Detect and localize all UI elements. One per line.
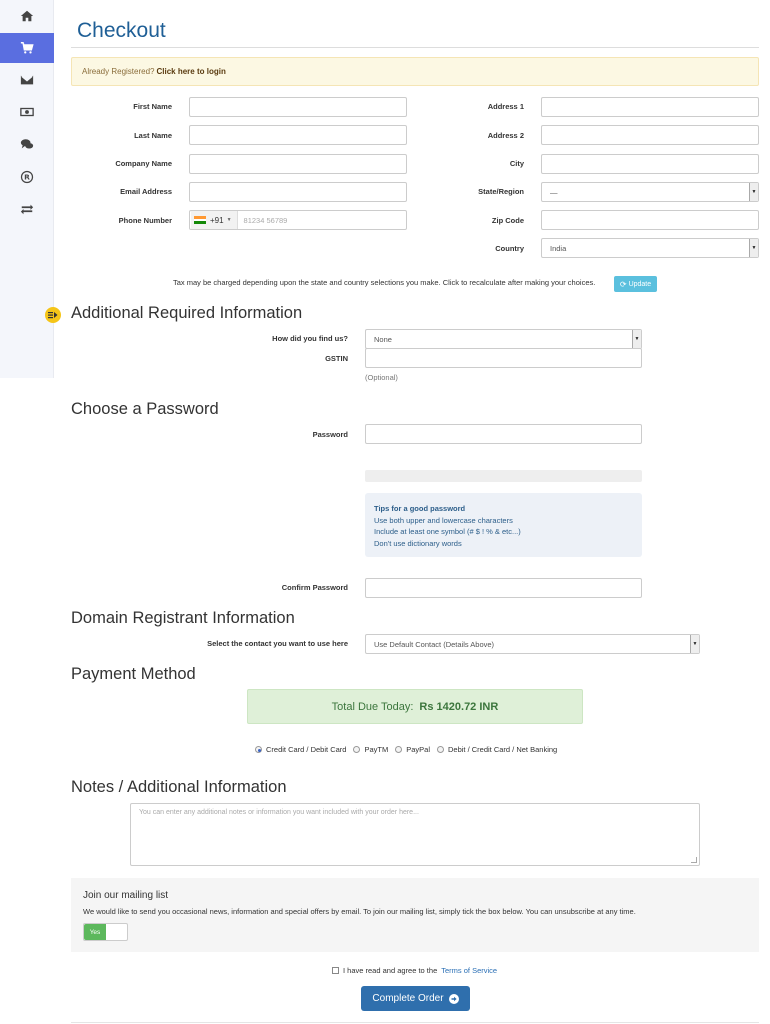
email-input[interactable] — [189, 182, 407, 202]
money-icon — [20, 105, 34, 119]
sidebar-item-transfer[interactable] — [0, 194, 54, 224]
tos-checkbox[interactable] — [332, 967, 339, 974]
mailing-text: We would like to send you occasional news, information and special offers by email. To join our mailing list, simply tick the box below. You can unsubscribe at any time. — [83, 907, 636, 916]
state-select[interactable] — [541, 182, 759, 202]
how-found-value: None — [374, 334, 392, 344]
password-tip: Use both upper and lowercase characters — [374, 515, 513, 525]
dropdown-arrow-icon: ▼ — [690, 635, 699, 653]
registered-icon — [20, 170, 34, 184]
tax-note: Tax may be charged depending upon the state and country selections you make. Click to recalculate after making your choices. — [173, 278, 596, 287]
contact-select[interactable] — [365, 634, 700, 654]
payment-option-label: Debit / Credit Card / Net Banking — [447, 745, 558, 754]
gstin-label: GSTIN — [325, 354, 348, 363]
contact-value: Use Default Contact (Details Above) — [374, 639, 495, 649]
phone-input[interactable] — [189, 210, 407, 230]
last-name-input[interactable] — [189, 125, 407, 145]
company-name-input[interactable] — [189, 154, 407, 174]
sidebar-item-support[interactable] — [0, 129, 54, 159]
svg-text:R: R — [24, 172, 30, 182]
payment-option-card[interactable] — [255, 745, 346, 754]
sidebar-item-cart[interactable] — [0, 33, 54, 63]
exchange-icon — [20, 202, 34, 216]
zip-label: Zip Code — [491, 216, 524, 225]
info-badge-icon[interactable] — [45, 307, 61, 323]
country-code: +91 — [210, 215, 224, 225]
password-tip: Include at least one symbol (# $ ! % & etc...) — [374, 527, 521, 536]
total-due-box — [247, 689, 583, 724]
contact-label: Select the contact you want to use here — [207, 639, 348, 648]
update-label: Update — [628, 280, 652, 288]
city-label: City — [509, 159, 524, 168]
password-heading: Choose a Password — [71, 400, 219, 418]
payment-option-netbanking[interactable] — [437, 745, 557, 754]
home-icon — [20, 9, 34, 23]
tos-row — [332, 966, 497, 975]
state-value: — — [550, 187, 558, 197]
password-tips — [365, 493, 642, 557]
company-name-label: Company Name — [115, 159, 172, 168]
how-found-label: How did you find us? — [272, 334, 348, 343]
india-flag-icon — [194, 216, 206, 224]
address2-input[interactable] — [541, 125, 759, 145]
payment-option-label: PayTM — [364, 745, 389, 754]
password-tip: Don't use dictionary words — [374, 538, 462, 548]
total-due-label: Total Due Today: — [331, 700, 414, 713]
how-found-select[interactable] — [365, 329, 642, 349]
notes-textarea[interactable] — [130, 803, 700, 866]
arrow-list-icon — [48, 310, 58, 320]
additional-info-heading: Additional Required Information — [71, 304, 303, 322]
bottom-divider — [71, 1022, 759, 1023]
comments-icon — [20, 137, 34, 151]
domain-registrant-heading: Domain Registrant Information — [71, 609, 295, 627]
address1-label: Address 1 — [487, 102, 524, 111]
phone-label: Phone Number — [118, 216, 172, 225]
zip-input[interactable] — [541, 210, 759, 230]
state-label: State/Region — [478, 187, 524, 196]
radio-icon[interactable] — [395, 746, 402, 753]
update-button[interactable] — [614, 276, 657, 292]
cart-icon — [20, 41, 34, 55]
toggle-yes: Yes — [84, 924, 106, 940]
payment-options — [255, 745, 557, 754]
total-due-amount: Rs 1420.72 INR — [419, 700, 499, 713]
payment-option-paytm[interactable] — [353, 745, 388, 754]
sidebar-item-home[interactable] — [0, 1, 54, 31]
phone-placeholder: 81234 56789 — [243, 215, 288, 225]
mailing-toggle[interactable] — [83, 923, 128, 941]
caret-down-icon: ▼ — [226, 217, 232, 223]
radio-icon[interactable] — [437, 746, 444, 753]
dropdown-arrow-icon: ▼ — [749, 239, 758, 257]
sidebar — [0, 0, 54, 378]
email-label: Email Address — [120, 187, 172, 196]
resize-handle-icon[interactable] — [691, 857, 697, 863]
complete-order-label: Complete Order — [372, 993, 444, 1004]
first-name-input[interactable] — [189, 97, 407, 117]
page-title: Checkout — [77, 19, 166, 42]
last-name-label: Last Name — [134, 131, 172, 140]
first-name-label: First Name — [133, 102, 172, 111]
tos-prefix: I have read and agree to the — [343, 966, 438, 975]
dropdown-arrow-icon: ▼ — [632, 330, 641, 348]
notes-placeholder: You can enter any additional notes or information you want included with your order here... — [139, 809, 419, 816]
complete-order-button[interactable] — [361, 986, 470, 1011]
confirm-password-input[interactable] — [365, 578, 642, 598]
gstin-input[interactable] — [365, 348, 642, 368]
dropdown-arrow-icon: ▼ — [749, 183, 758, 201]
address2-label: Address 2 — [487, 131, 524, 140]
alert-prefix: Already Registered? — [82, 67, 155, 76]
country-select[interactable] — [541, 238, 759, 258]
payment-option-label: Credit Card / Debit Card — [266, 745, 347, 754]
sidebar-item-email[interactable] — [0, 65, 54, 95]
tos-link[interactable]: Terms of Service — [441, 966, 498, 975]
payment-option-label: PayPal — [406, 745, 430, 754]
address1-input[interactable] — [541, 97, 759, 117]
confirm-password-label: Confirm Password — [281, 583, 348, 592]
city-input[interactable] — [541, 154, 759, 174]
country-label: Country — [495, 244, 524, 253]
mailing-list-panel — [71, 878, 759, 952]
password-strength-bar — [365, 470, 642, 482]
mailing-heading: Join our mailing list — [83, 890, 169, 901]
radio-icon[interactable] — [353, 746, 360, 753]
gstin-optional-hint: (Optional) — [365, 373, 398, 382]
sidebar-item-domains[interactable] — [0, 162, 54, 192]
password-label: Password — [312, 430, 348, 439]
envelope-icon — [20, 73, 34, 87]
sidebar-item-billing[interactable] — [0, 97, 54, 127]
already-registered-alert — [71, 57, 759, 86]
payment-option-paypal[interactable] — [395, 745, 430, 754]
password-tips-title: Tips for a good password — [374, 504, 466, 513]
login-link[interactable]: Click here to login — [156, 67, 226, 76]
payment-heading: Payment Method — [71, 665, 196, 683]
country-code-picker[interactable] — [191, 211, 238, 229]
title-divider — [71, 47, 759, 48]
notes-heading: Notes / Additional Information — [71, 778, 287, 796]
radio-selected-icon[interactable] — [255, 746, 262, 753]
country-value: India — [550, 243, 567, 253]
arrow-circle-right-icon — [449, 994, 459, 1004]
refresh-icon: ⟳ — [619, 279, 627, 289]
password-input[interactable] — [365, 424, 642, 444]
